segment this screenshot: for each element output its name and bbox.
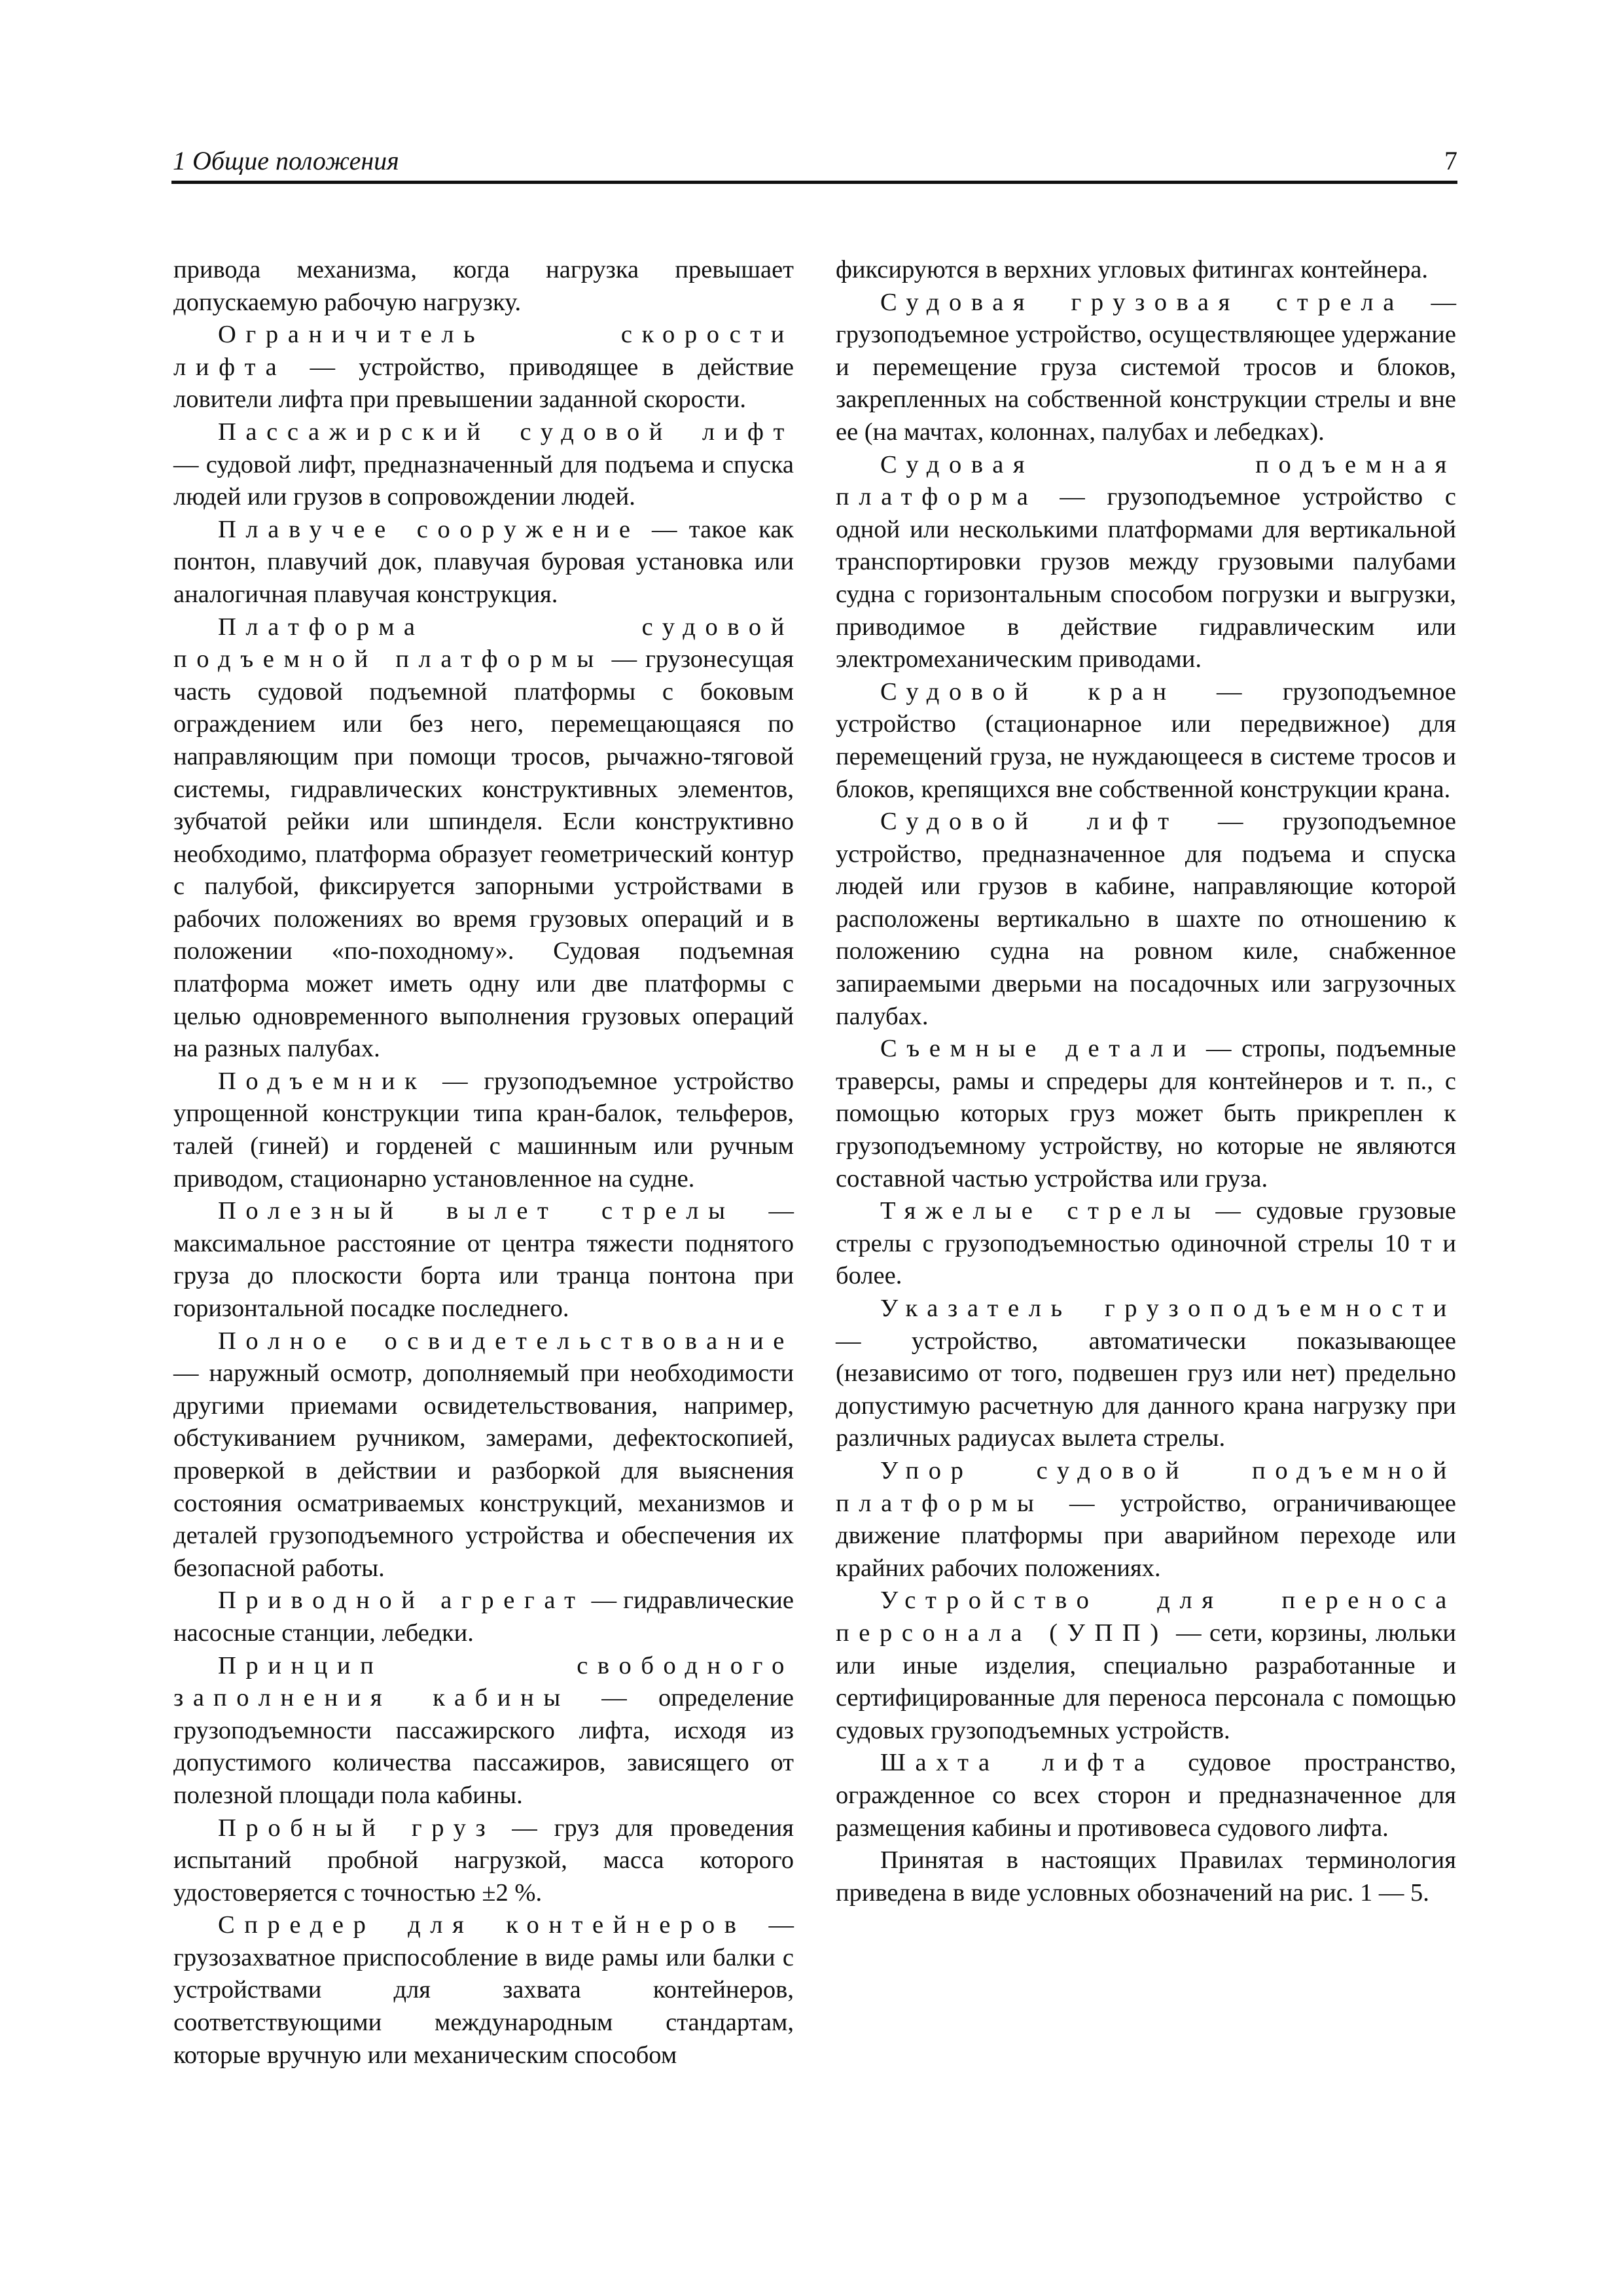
definition-text: привода механизма, когда нагрузка превышает допускаемую рабочую нагрузку. [173, 256, 794, 316]
definition-paragraph [836, 1747, 1456, 1844]
definition-term: Судовая грузовая стрела [880, 288, 1404, 316]
definition-term: Спредер для контейнеров [218, 1911, 746, 1939]
definition-paragraph [173, 1909, 794, 2072]
definition-text: — грузоподъемное устройство, предназначенное для подъема и спуска людей или грузов в кабине, направляющие которой расположены вертикально в шахте по отношению к положению судна на ровном киле, снабженное запираемыми дверьми на посадочных или загрузочных палубах. [836, 808, 1456, 1030]
definition-paragraph [836, 1195, 1456, 1293]
right-column [836, 254, 1456, 1909]
definition-text: — грузоподъемное устройство упрощенной конструкции типа кран-балок, тельферов, талей (гиней) и горденей с машинным или ручным приводом, стационарно установленное на судне. [173, 1067, 794, 1193]
definition-paragraph [173, 1585, 794, 1649]
definition-text: фиксируются в верхних угловых фитингах контейнера. [836, 256, 1428, 283]
definition-term: Плавучее сооружение [218, 515, 640, 543]
definition-term: Полное освидетельствование [218, 1327, 794, 1355]
definition-text: — грузонесущая часть судовой подъемной платформы с боковым ограждением или без него, перемещающаяся по направляющим при помощи тросов, рычажно-тяговой системы, гидравлических конструктивных элементов, зубчатой рейки или шпинделя. Если конструктивно необходимо, платформа образует геометрический контур с палубой, фиксируется запорными устройствами в рабочих положениях во время грузовых операций и в положении «по-походному». Судовая подъемная платформа может иметь одну или две платформы с целью одновременного выполнения грузовых операций на разных палубах. [173, 645, 794, 1063]
definition-text: — гидравлические насосные станции, лебедки. [173, 1587, 794, 1647]
definition-text: — определение грузоподъемности пассажирского лифта, исходя из допустимого количества пассажиров, зависящего от полезной площади пола кабины. [173, 1684, 794, 1809]
closing-paragraph [836, 1844, 1456, 1909]
definition-text: — судовые грузовые стрелы с грузоподъемностью одиночной стрелы 10 т и более. [836, 1197, 1457, 1290]
definition-paragraph [173, 1650, 794, 1812]
definition-term: Ограничитель скорости лифта [173, 321, 794, 381]
definition-paragraph [836, 254, 1456, 287]
definition-term: Судовой лифт [880, 808, 1179, 836]
definition-term: Подъемник [218, 1067, 427, 1095]
definition-text: — сети, корзины, люльки или иные изделия, специально разработанные и сертифицированные для переноса персонала с помощью судовых грузоподъемных устройств. [836, 1619, 1456, 1744]
definition-term: Судовая подъемная платформа [836, 450, 1456, 511]
definition-text: — максимальное расстояние от центра тяжести поднятого груза до плоскости борта или транца понтона при горизонтальной посадке последнего. [173, 1197, 794, 1322]
definition-text: — грузозахватное приспособление в виде рамы или балки с устройствами для захвата контейнеров, соответствующими международным стандартам, которые вручную или механическим способом [173, 1911, 794, 2069]
definition-paragraph [173, 319, 794, 416]
definition-paragraph [173, 416, 794, 514]
definition-paragraph [836, 1585, 1456, 1747]
definition-term: Платформа судовой подъемной платформы [173, 613, 794, 673]
definition-paragraph [173, 254, 794, 319]
definition-term: Указатель грузоподъемности [880, 1295, 1456, 1322]
definition-text: — устройство, автоматически показывающее (независимо от того, подвешен груз или нет) предельно допустимую расчетную для данного крана нагрузку при различных радиусах вылета стрелы. [836, 1327, 1456, 1452]
definition-paragraph [173, 1812, 794, 1910]
definition-paragraph [836, 1455, 1456, 1585]
definition-term: Полезный вылет стрелы [218, 1197, 735, 1225]
definition-text: — такое как понтон, плавучий док, плавучая буровая установка или аналогичная плавучая конструкция. [173, 515, 794, 608]
definition-term: Шахта лифта [880, 1749, 1155, 1777]
page-header [171, 143, 1457, 184]
definition-paragraph [173, 1325, 794, 1585]
definition-text: — устройство, ограничивающее движение платформы при аварийном переходе или крайних рабочих положениях. [836, 1489, 1456, 1582]
definition-paragraph [836, 287, 1456, 449]
definition-text: — груз для проведения испытаний пробной нагрузкой, масса которого удостоверяется с точностью ±2 %. [173, 1814, 794, 1907]
definition-term: Упор судовой подъемной платформы [836, 1456, 1456, 1517]
definition-term: Съемные детали [880, 1035, 1196, 1063]
definition-text: судовое пространство, огражденное со всех сторон и предназначенное для размещения кабины и противовеса судового лифта. [836, 1749, 1456, 1842]
chapter-title: 1 Общие положения [173, 146, 399, 175]
definition-paragraph [836, 449, 1456, 676]
definition-text: — грузоподъемное устройство (стационарное или передвижное) для перемещений груза, не нуждающееся в системе тросов и блоков, крепящихся вне собственной конструкции крана. [836, 677, 1457, 803]
left-column [173, 254, 794, 2072]
page-number: 7 [1444, 146, 1457, 175]
definition-paragraph [173, 611, 794, 1066]
definition-paragraph [836, 806, 1456, 1033]
definition-text: — грузоподъемное устройство, осуществляющее удержание и перемещение груза системой тросов и блоков, закрепленных на собственной конструкции стрелы и вне ее (на мачтах, колоннах, палубах и лебедках). [836, 288, 1456, 446]
definition-term: Пробный груз [218, 1814, 495, 1842]
definition-paragraph [836, 1033, 1456, 1195]
definition-paragraph [836, 1293, 1456, 1455]
definition-text: — стропы, подъемные траверсы, рамы и спредеры для контейнеров и т. п., с помощью которых груз может быть прикреплен к грузоподъемному устройству, но которые не являются составной частью устройства или груза. [836, 1035, 1456, 1193]
definition-term: Принцип свободного заполнения кабины [173, 1651, 794, 1712]
definition-term: Судовой кран [880, 677, 1176, 706]
definition-paragraph [836, 676, 1456, 806]
definition-text: — наружный осмотр, дополняемый при необходимости другими приемами освидетельствования, например, обстукиванием ручником, замерами, дефектоскопией, проверкой в действии и разборкой для выяснения состояния осматриваемых конструкций, механизмов и деталей грузоподъемного устройства и обеспечения их безопасной работы. [173, 1359, 794, 1582]
definition-term: Устройство для переноса персонала (УПП) [836, 1587, 1456, 1647]
definition-text: Принятая в настоящих Правилах терминология приведена в виде условных обозначений на рис. 1 — 5. [836, 1846, 1456, 1907]
definition-term: Пассажирский судовой лифт [218, 418, 794, 446]
definition-term: Тяжелые стрелы [880, 1197, 1201, 1225]
definition-text: — грузоподъемное устройство с одной или несколькими платформами для вертикальной транспортировки грузов между грузовыми палубами судна с горизонтальным способом погрузки и выгрузки, приводимое в действие гидравлическим или электромеханическим приводами. [836, 483, 1456, 673]
definition-term: Приводной агрегат [218, 1587, 585, 1615]
definition-text: — устройство, приводящее в действие ловители лифта при превышении заданной скорости. [173, 353, 794, 414]
definition-text: — судовой лифт, предназначенный для подъема и спуска людей или грузов в сопровождении людей. [173, 450, 794, 511]
definition-paragraph [173, 1195, 794, 1325]
definition-paragraph [173, 1066, 794, 1195]
definition-paragraph [173, 514, 794, 611]
